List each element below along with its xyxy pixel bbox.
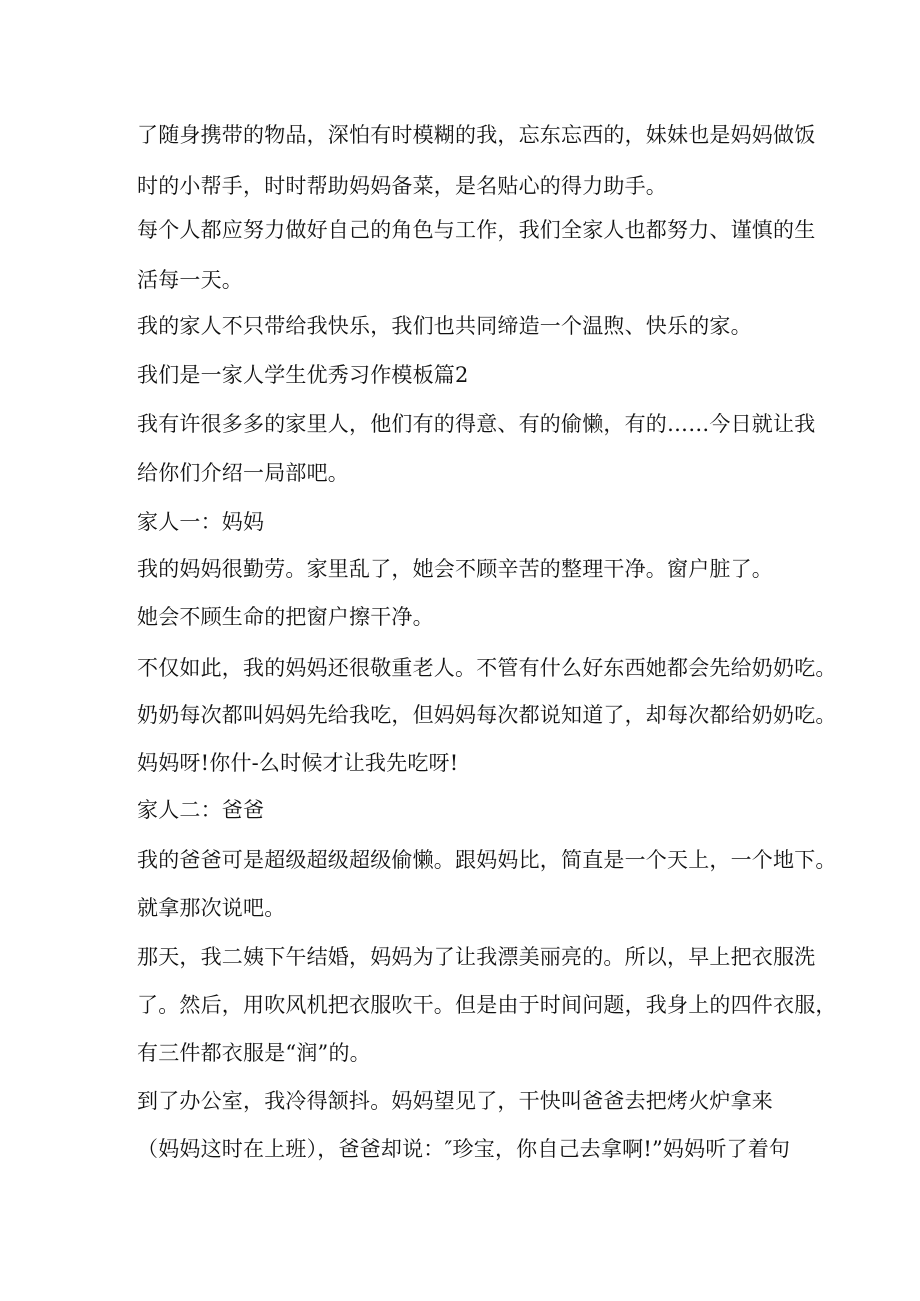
- text-line: （妈妈这时在上班），爸爸却说：″珍宝，你自己去拿啊!”妈妈听了着句: [137, 1137, 791, 1161]
- subheading: 家人一：妈妈: [137, 510, 265, 534]
- text-line: 奶奶每次都叫妈妈先给我吃，但妈妈每次都说知道了，却每次都给奶奶吃。: [137, 703, 837, 727]
- text-line: 不仅如此，我的妈妈还很敬重老人。不管有什么好东西她都会先给奶奶吃。: [137, 656, 837, 680]
- text-line: 时的小帮手，时时帮助妈妈备菜，是名贴心的得力助手。: [137, 174, 667, 198]
- text-line: 每个人都应努力做好自己的角色与工作，我们全家人也都努力、谨慎的生: [137, 218, 816, 242]
- text-line: 有三件都衣服是“润”的。: [137, 1041, 371, 1065]
- text-line: 我的妈妈很勤劳。家里乱了，她会不顾辛苦的整理干净。窗户脏了。: [137, 557, 773, 581]
- section-heading: 我们是一家人学生优秀习作模板篇2: [137, 363, 469, 387]
- text-line: 了随身携带的物品，深怕有时模糊的我，忘东忘西的，妹妹也是妈妈做饭: [137, 123, 816, 147]
- text-line: 活每一天。: [137, 268, 243, 292]
- text-line: 我的家人不只带给我快乐，我们也共同缔造一个温煦、快乐的家。: [137, 314, 752, 338]
- text-line: 就拿那次说吧。: [137, 896, 286, 920]
- text-line: 我有许很多多的家里人，他们有的得意、有的偷懒，有的……今日就让我: [137, 412, 816, 436]
- subheading: 家人二：爸爸: [137, 798, 265, 822]
- text-line: 给你们介绍一局部吧。: [137, 461, 349, 485]
- text-line: 我的爸爸可是超级超级超级偷懒。跟妈妈比，简直是一个天上，一个地下。: [137, 848, 837, 872]
- text-line: 妈妈呀!你什-么时候才让我先吃呀!: [137, 751, 459, 775]
- text-line: 了。然后，用吹风机把衣服吹干。但是由于时间问题，我身上的四件衣服，: [137, 993, 837, 1017]
- text-line: 到了办公室，我冷得颔抖。妈妈望见了，干快叫爸爸去把烤火炉拿来: [137, 1089, 773, 1113]
- text-line: 那天，我二姨下午结婚，妈妈为了让我漂美丽亮的。所以，早上把衣服洗: [137, 945, 816, 969]
- text-line: 她会不顾生命的把窗户擦干净。: [137, 605, 434, 629]
